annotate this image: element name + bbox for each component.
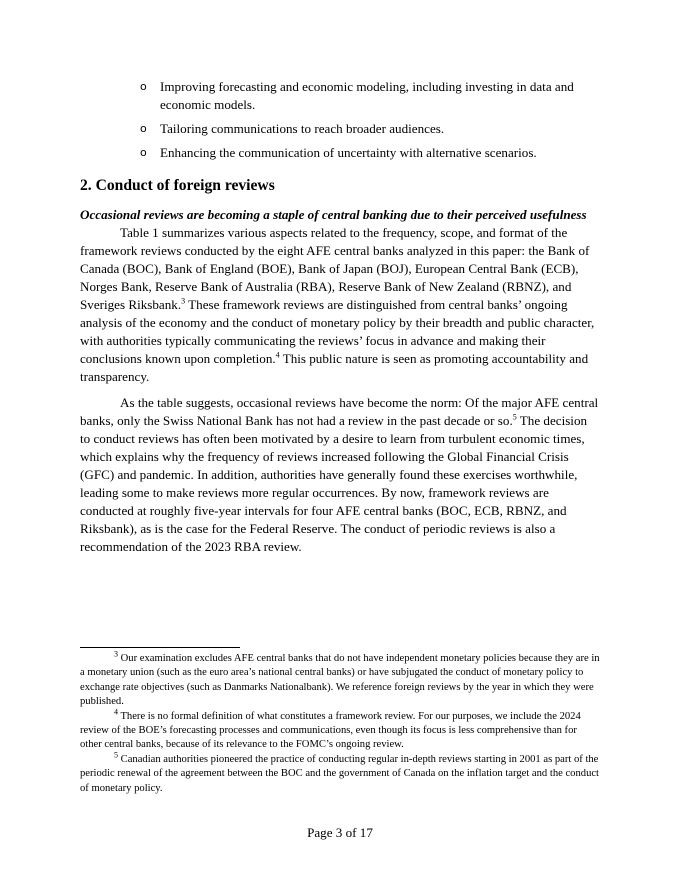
bullet-item-communications — [80, 120, 600, 138]
footnote-text: Our examination excludes AFE central banks that do not have independent monetary policies because they are in a monetary union (such as the euro area’s national central banks) or have subjugated the conduct of monetary policy to exchange rate objectives (such as Danmarks Nationalbank). We reference foreign reviews by the year in which they were published. — [80, 653, 600, 708]
paragraph-text: This public nature is seen as promoting accountability and transparency. — [80, 351, 589, 384]
paragraph-text: As the table suggests, occasional reviews have become the norm: Of the major AFE central banks, only the Swiss National Bank has not had a review in the past decade or so. — [80, 395, 599, 428]
paragraph-text: These framework reviews are distinguished from central banks’ ongoing analysis of the economy and the conduct of monetary policy by their breadth and public character, with authorities typically communicating the reviews’ focus in advance and making their conclusions known upon completion. — [80, 297, 595, 366]
body-content — [80, 78, 600, 564]
footnote-4 — [80, 707, 600, 753]
footnote-text: Canadian authorities pioneered the practice of conducting regular in-depth reviews starting in 2001 as part of the periodic renewal of the agreement between the BOC and the government of Canada on the inflation target and the conduct of monetary policy. — [80, 753, 600, 794]
footnote-ref-4[interactable]: 4 — [275, 350, 280, 360]
bullet-text: Improving forecasting and economic modeling, including investing in data and economic models. — [160, 79, 574, 112]
footnote-ref-5[interactable]: 5 — [512, 412, 517, 422]
footnote-number: 5 — [114, 750, 118, 760]
section-heading: 2. Conduct of foreign reviews — [80, 177, 275, 194]
bullet-list — [80, 78, 600, 162]
paragraph-text: The decision to conduct reviews has often been motivated by a desire to learn from turbulent economic times, which explains why the frequency of reviews increased following the Global Financial Crisis (GFC) and pandemic. In addition, authorities have generally found these exercises worthwhile, leading some to make reviews more regular occurrences. By now, framework reviews are conducted at roughly five-year intervals for four AFE central banks (BOC, ECB, RBNZ, and Riksbank), as is the case for the Federal Reserve. The conduct of periodic reviews is also a recommendation of the 2023 RBA review. — [80, 413, 588, 554]
footnotes — [80, 649, 600, 796]
footnote-number: 3 — [114, 649, 118, 659]
hollow-bullet-icon: o — [140, 146, 147, 159]
paragraph-framework-reviews — [80, 224, 600, 386]
bullet-text: Enhancing the communication of uncertainty with alternative scenarios. — [160, 145, 537, 160]
bullet-item-uncertainty — [80, 144, 600, 162]
page-number: Page 3 of 17 — [307, 825, 373, 840]
footnote-ref-3[interactable]: 3 — [181, 296, 186, 306]
footnote-3 — [80, 649, 600, 710]
footnote-5 — [80, 750, 600, 796]
footnote-number: 4 — [114, 707, 118, 717]
bullet-text: Tailoring communications to reach broader audiences. — [160, 121, 445, 136]
paragraph-text: Table 1 summarizes various aspects related to the frequency, scope, and format of the framework reviews conducted by the eight AFE central banks analyzed in this paper: the Bank of Canada (BOC), Bank of England (BOE), Bank of Japan (BOJ), European Central Bank (ECB), Norges Bank, Reserve Bank of Australia (RBA), Reserve Bank of New Zealand (RBNZ), and Sveriges Riksbank. — [80, 225, 590, 312]
paragraph-occasional-reviews — [80, 394, 600, 556]
hollow-bullet-icon: o — [140, 80, 147, 93]
bullet-item-forecasting — [80, 78, 600, 114]
section-subheading: Occasional reviews are becoming a staple of central banking due to their perceived usefulness — [80, 207, 587, 222]
hollow-bullet-icon: o — [140, 122, 147, 135]
footnote-separator — [80, 647, 240, 648]
footnote-text: There is no formal definition of what constitutes a framework review. For our purposes, we include the 2024 review of the BOE’s forecasting processes and communications, even though its focus is less comprehensive than for other central banks, because of its relevance to the FOMC’s ongoing review. — [80, 710, 581, 751]
